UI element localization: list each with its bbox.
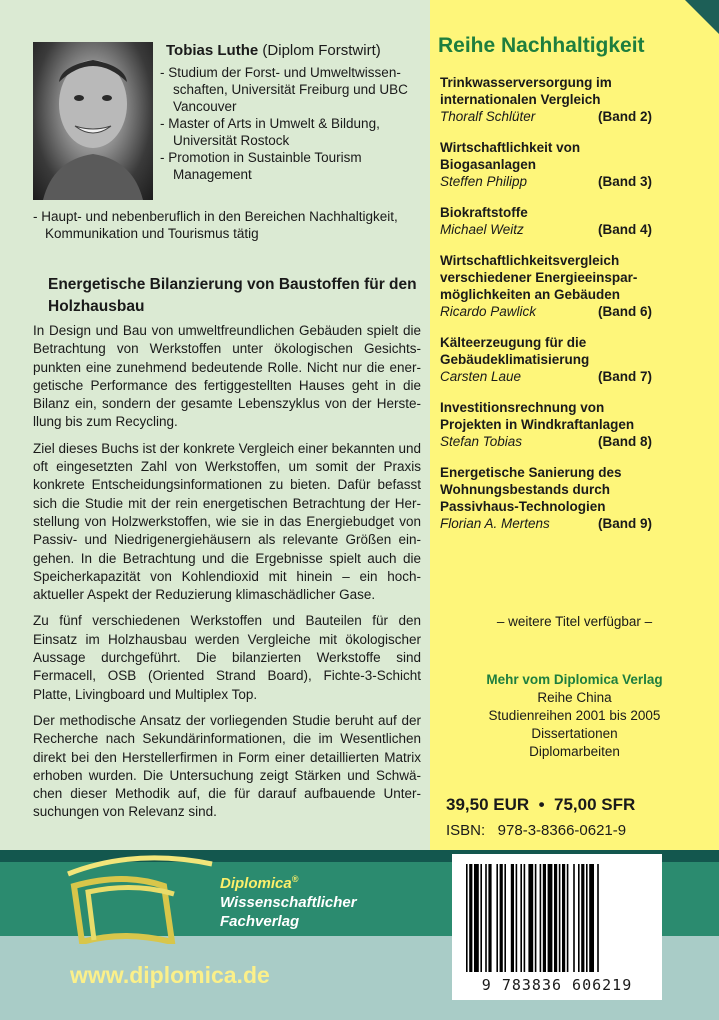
barcode-digits: 9 783836 606219	[481, 976, 633, 994]
series-item-author: Ricardo Pawlick	[440, 304, 537, 319]
series-item-band: (Band 7)	[598, 369, 652, 384]
series-title: Reihe Nachhaltigkeit	[438, 34, 645, 57]
series-item-author: Florian A. Mertens	[440, 516, 550, 531]
author-bullet: - Studium der Forst- und Umweltwissen- schaften, Universität Freiburg und UBC Vancouver	[160, 65, 408, 114]
series-item	[440, 74, 652, 125]
more-from-item: Studienreihen 2001 bis 2005	[488, 708, 661, 723]
author-bullets-wide	[33, 208, 428, 242]
price: 39,50 EUR • 75,00 SFR	[446, 795, 636, 814]
publisher-line3: Fachverlag	[220, 913, 300, 930]
more-titles-note: – weitere Titel verfügbar –	[496, 614, 653, 629]
registered-mark: ®	[291, 874, 299, 884]
series-item-title: Trinkwasserversorgung im internationalen Vergleich	[440, 75, 612, 107]
series-list	[440, 74, 652, 546]
isbn: ISBN: 978-3-8366-0621-9	[446, 822, 627, 839]
more-from-item: Dissertationen	[531, 726, 618, 741]
more-from-list	[430, 689, 719, 761]
series-item-title: Wirtschaftlichkeitsvergleich verschiedener Energieeinspar- möglichkeiten an Gebäuden	[440, 253, 638, 302]
barcode	[452, 854, 662, 1000]
author-title: (Diplom Forstwirt)	[262, 42, 381, 59]
author-bullet: - Haupt- und nebenberuflich in den Bereichen Nachhaltigkeit, Kommunikation und Tourismus tätig	[33, 209, 398, 241]
series-item-author: Stefan Tobias	[440, 434, 523, 449]
description-paragraph: Ziel dieses Buchs ist der konkrete Vergleich einer bekannten und oft eingesetzten Zahl von Werkstoffen, um somit der Praxis konkrete Entscheidungsinformationen zu bieten. Dafür befasst sich die Studie mit der rein energetischen Betrachtung der Her- stellung von Holzwerkstoffen, wie sie in das Energiebudget von Passiv- und Niedrigenergiehäusern als relevante Größen ein- gehen. In die Betrachtung und die Ergebnisse spielt auch die Speicherkapazität von Kohlendioxid mit hinein – ein hoch- aktueller Aspekt der Reduzierung klimaschädlicher Gase.	[33, 440, 421, 603]
publisher-name	[220, 870, 357, 931]
book-description	[33, 322, 421, 830]
series-item-title: Biokraftstoffe	[440, 205, 528, 220]
publisher-line1: Diplomica	[220, 875, 292, 892]
series-item-title: Energetische Sanierung des Wohnungsbestands durch Passivhaus-Technologien	[440, 465, 622, 514]
barcode-bars	[458, 860, 656, 976]
series-item	[440, 464, 652, 532]
corner-triangle	[685, 0, 719, 34]
author-bullet: - Promotion in Sustainble Tourism Management	[160, 150, 362, 182]
author-bullet: - Master of Arts in Umwelt & Bildung, Universität Rostock	[160, 116, 380, 148]
series-item-author: Steffen Philipp	[440, 174, 528, 189]
more-from-heading: Mehr vom Diplomica Verlag	[486, 672, 663, 687]
series-item-title: Investitionsrechnung von Projekten in Windkraftanlagen	[440, 400, 635, 432]
series-item-author: Carsten Laue	[440, 369, 522, 384]
series-item-band: (Band 8)	[598, 434, 652, 449]
series-item-title: Kälteerzeugung für die Gebäudeklimatisierung	[440, 335, 590, 367]
author-name-text: Tobias Luthe	[166, 42, 259, 59]
series-item-band: (Band 9)	[598, 516, 652, 531]
description-paragraph: In Design und Bau von umweltfreundlichen Gebäuden spielt die Betrachtung von Werkstoffen unter ökologischen Gesichts- punkten eine zunehmend bedeutende Rolle. Nicht nur die ener- getische Performance des fertiggestellten Hauses geht in die Bilanz ein, sondern der gesamte Lebenszyklus von der Herste- llung bis zum Recycling.	[33, 323, 421, 430]
author-bullets	[160, 64, 428, 183]
publisher-logo-icon	[64, 852, 214, 949]
series-item	[440, 252, 652, 320]
series-item	[440, 399, 652, 450]
publisher-line2: Wissenschaftlicher	[220, 894, 357, 911]
series-item	[440, 334, 652, 385]
series-item-author: Thoralf Schlüter	[440, 109, 536, 124]
author-photo	[33, 42, 153, 200]
series-item-author: Michael Weitz	[440, 222, 524, 237]
website-link[interactable]: www.diplomica.de	[70, 962, 270, 988]
more-from-item: Diplomarbeiten	[529, 744, 620, 759]
series-item-band: (Band 6)	[598, 304, 652, 319]
description-paragraph: Der methodische Ansatz der vorliegenden Studie beruht auf der Recherche nach Sekundärinformationen, die im Wesentlichen direkt bei den Herstellerfirmen in Form einer detaillierten Matrix erhoben wurden. Die Untersuchung zeigt Stärken und Schwä- chen dieser Methodik auf, die für darauf aufbauende Unter- suchungen von Relevanz sind.	[33, 712, 421, 820]
series-item-title: Wirtschaftlichkeit von Biogasanlagen	[440, 140, 581, 172]
series-item-band: (Band 2)	[598, 109, 652, 124]
series-item-band: (Band 4)	[598, 222, 652, 237]
author-name	[166, 42, 381, 59]
series-item-band: (Band 3)	[598, 174, 652, 189]
more-from-item: Reihe China	[537, 690, 612, 705]
series-item	[440, 139, 652, 190]
series-item	[440, 204, 652, 238]
book-title: Energetische Bilanzierung von Baustoffen für den Holzhausbau	[48, 276, 417, 315]
description-paragraph: Zu fünf verschiedenen Werkstoffen und Bauteilen für den Einsatz im Holzhausbau werden Vergleiche mit ökologischer Aussage durchgeführt. Die bilanzierten Werkstoffe sind Fermacell, OSB (Oriented Strand Board), Fichte-3-Schicht Platte, Livingboard und Multiplex Top.	[33, 613, 421, 702]
